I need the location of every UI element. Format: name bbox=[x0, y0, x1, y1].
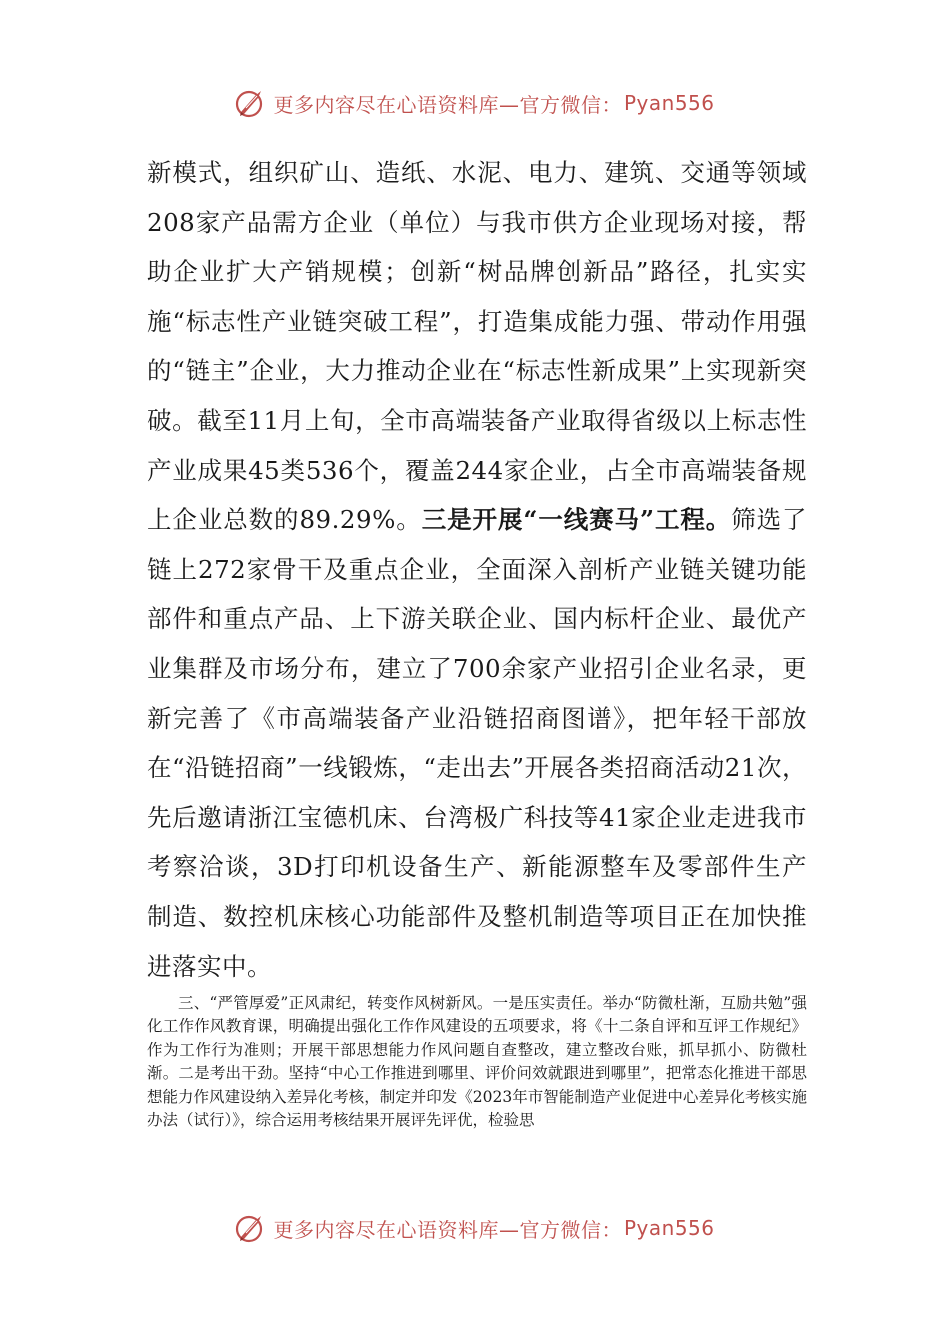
watermark-text: 更多内容尽在心语资料库—官方微信： bbox=[273, 1217, 622, 1242]
section-three-text: 三、“严管厚爱”正风肃纪，转变作风树新风。一是压实责任。举办“防微杜渐，互励共勉”强化工作作风教育课，明确提出强化工作作风建设的五项要求，将《十二条自评和互评工作规纪》作为工作行为准则；开展干部思想能力作风问题自查整改，建立整改台账，抓早抓小、防微杜渐。二是考出干劲。坚持“中心工作推进到哪里、评价问效就跟进到哪里”，把常态化推进干部思想能力作风建设纳入差异化考核，制定并印发《2023年市智能制造产业促进中心差异化考核实施办法（试行）》，综合运用考核结果开展评先评优，检验思 bbox=[147, 994, 807, 1130]
pen-logo-icon bbox=[235, 1212, 267, 1244]
pen-logo-icon bbox=[235, 87, 267, 119]
watermark-text: 更多内容尽在心语资料库—官方微信： bbox=[273, 92, 622, 117]
paragraph-text-1: 新模式，组织矿山、造纸、水泥、电力、建筑、交通等领域208家产品需方企业（单位）与我市供方企业现场对接，帮助企业扩大产销规模；创新“树品牌创新品”路径，扎实实施“标志性产业链突破工程”，打造集成能力强、带动作用强的“链主”企业，大力推动企业在“标志性新成果”上实现新突破。截至11月上旬，全市高端装备产业取得省级以上标志性产业成果45类536个，覆盖244家企业，占全市高端装备规上企业总数的89.29%。 bbox=[147, 158, 807, 535]
watermark-wechat-id: Pyan556 bbox=[623, 1216, 715, 1240]
paragraph-text-2: 筛选了链上272家骨干及重点企业，全面深入剖析产业链关键功能部件和重点产品、上下游关联企业、国内标杆企业、最优产业集群及市场分布，建立了700余家产业招引企业名录，更新完善了《市高端装备产业沿链招商图谱》，把年轻干部放在“沿链招商”一线锻炼，“走出去”开展各类招商活动21次，先后邀请浙江宝德机床、台湾极广科技等41家企业走进我市考察洽谈，3D打印机设备生产、新能源整车及零部件生产制造、数控机床核心功能部件及整机制造等项目正在加快推进落实中。 bbox=[147, 505, 808, 981]
watermark-wechat-id: Pyan556 bbox=[623, 91, 715, 115]
paragraph-bold-heading: 三是开展“一线赛马”工程。 bbox=[421, 505, 732, 535]
main-paragraph bbox=[147, 148, 807, 991]
header-watermark bbox=[0, 83, 950, 123]
section-paragraph bbox=[147, 992, 807, 1132]
footer-watermark bbox=[0, 1208, 950, 1248]
paragraph-body bbox=[147, 148, 807, 991]
